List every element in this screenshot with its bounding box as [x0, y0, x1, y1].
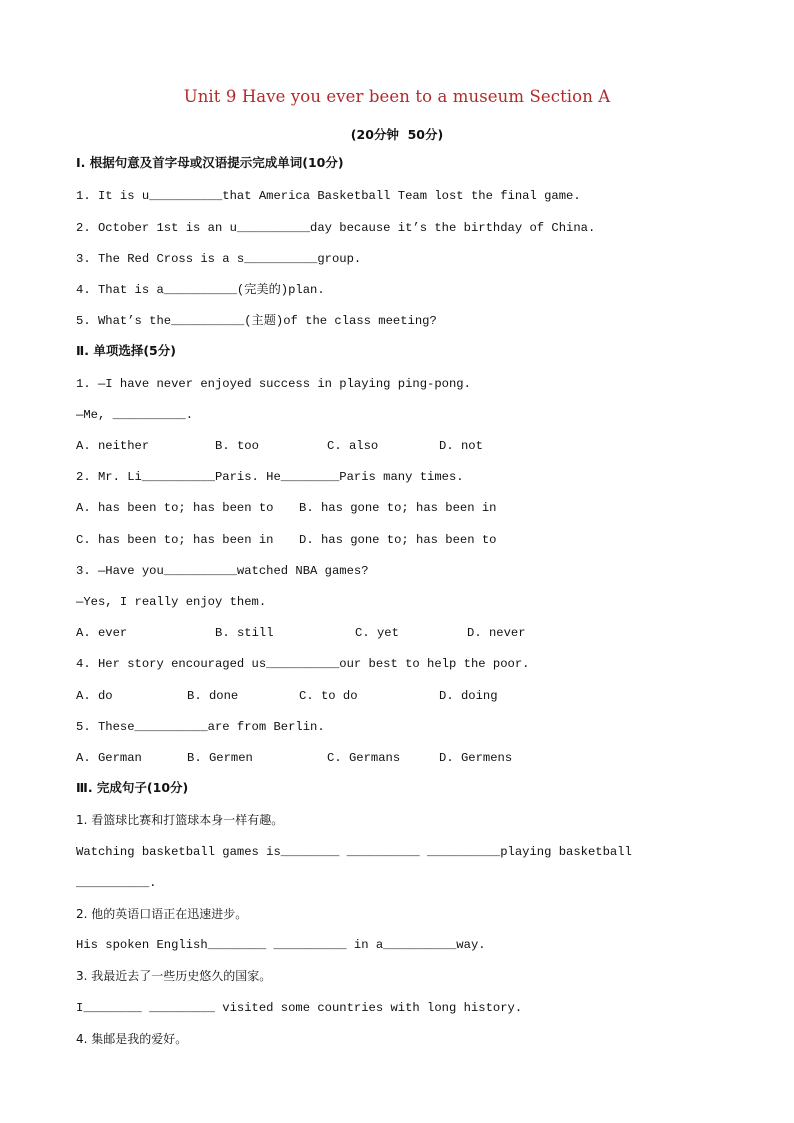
section-1-item-4: 4. That is a__________(完美的)plan.	[76, 283, 325, 297]
section-2-q4-option-a: A. do	[76, 689, 113, 703]
section-2-q5-option-b: B. Germen	[187, 751, 253, 765]
section-2-q4-option-c: C. to do	[299, 689, 358, 703]
section-3-q3-english: I________ _________ visited some countries with long history.	[76, 1001, 523, 1015]
section-2-q3-stem: 3. —Have you__________watched NBA games?	[76, 564, 369, 578]
section-1-heading: Ⅰ. 根据句意及首字母或汉语提示完成单词(10分)	[76, 155, 344, 170]
section-2-q3-option-c: C. yet	[355, 626, 399, 640]
section-2-q1-option-a: A. neither	[76, 439, 150, 453]
section-3-heading: Ⅲ. 完成句子(10分)	[76, 780, 189, 795]
page-title: Unit 9 Have you ever been to a museum Section A	[183, 87, 611, 106]
section-2-q1-option-c: C. also	[327, 439, 379, 453]
section-1-item-1: 1. It is u__________that America Basketball Team lost the final game.	[76, 189, 581, 203]
section-2-q5-option-d: D. Germens	[439, 751, 513, 765]
section-2-q1-reply: —Me, __________.	[76, 408, 194, 422]
section-3-q4-chinese: 4. 集邮是我的爱好。	[76, 1032, 188, 1046]
section-2-q1-option-b: B. too	[215, 439, 259, 453]
section-2-q3-option-a: A. ever	[76, 626, 128, 640]
section-2-q1-option-d: D. not	[439, 439, 483, 453]
section-1-item-2: 2. October 1st is an u__________day because it’s the birthday of China.	[76, 221, 596, 235]
section-3-q2-chinese: 2. 他的英语口语正在迅速进步。	[76, 907, 248, 921]
section-2-q5-option-c: C. Germans	[327, 751, 401, 765]
section-1-item-3: 3. The Red Cross is a s__________group.	[76, 252, 362, 266]
section-2-q3-option-d: D. never	[467, 626, 526, 640]
section-2-q4-option-d: D. doing	[439, 689, 498, 703]
section-2-q5-option-a: A. German	[76, 751, 142, 765]
section-2-q4-option-b: B. done	[187, 689, 239, 703]
section-2-q5-stem: 5. These__________are from Berlin.	[76, 720, 325, 734]
section-2-q2-option-b: B. has gone to; has been in	[299, 501, 497, 515]
section-3-q1-chinese: 1. 看篮球比赛和打篮球本身一样有趣。	[76, 813, 284, 827]
section-2-q2-option-a: A. has been to; has been to	[76, 501, 274, 515]
section-2-q2-option-d: D. has gone to; has been to	[299, 533, 497, 547]
section-1-item-5: 5. What’s the__________(主题)of the class meeting?	[76, 314, 437, 328]
time-score-note: (20分钟 50分)	[350, 127, 444, 142]
section-2-heading: Ⅱ. 单项选择(5分)	[76, 343, 176, 358]
section-2-q2-option-c: C. has been to; has been in	[76, 533, 274, 547]
section-2-q1-stem: 1. —I have never enjoyed success in playing ping-pong.	[76, 377, 471, 391]
section-3-q1-english-line-1: Watching basketball games is________ __________ __________playing basketball	[76, 845, 632, 859]
section-2-q4-stem: 4. Her story encouraged us__________our best to help the poor.	[76, 657, 530, 671]
section-3-q2-english: His spoken English________ __________ in a__________way.	[76, 938, 486, 952]
section-3-q3-chinese: 3. 我最近去了一些历史悠久的国家。	[76, 969, 272, 983]
section-3-q1-english-line-2: __________.	[76, 876, 157, 890]
section-2-q3-option-b: B. still	[215, 626, 274, 640]
section-2-q3-reply: —Yes, I really enjoy them.	[76, 595, 267, 609]
section-2-q2-stem: 2. Mr. Li__________Paris. He________Paris many times.	[76, 470, 464, 484]
